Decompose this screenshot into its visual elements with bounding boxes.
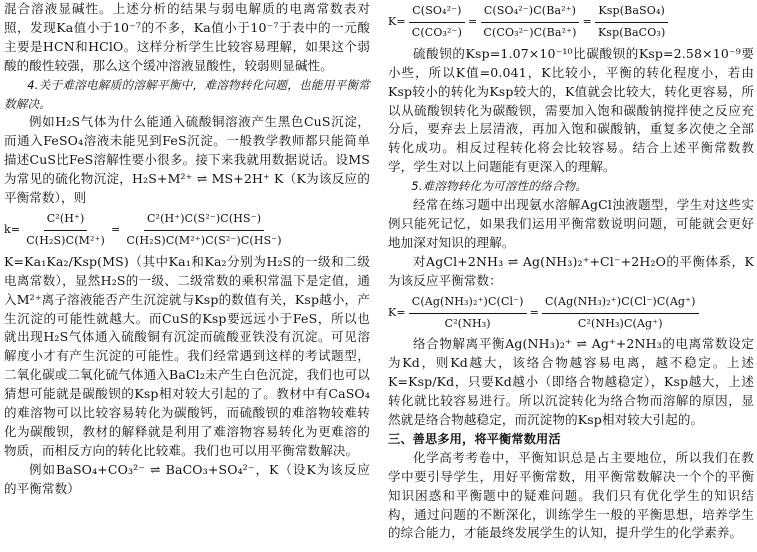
- fraction: [480, 2, 579, 43]
- right-column: [388, 0, 754, 543]
- numerator: C(Ag(NH₃)₂⁺)C(Cl⁻): [409, 293, 527, 314]
- paragraph: 例如H₂S气体为什么能通入硫酸铜溶液产生黑色CuS沉淀，而通入FeSO₄溶液未能见到FeS沉淀。一般教学教师都只能简单描述CuS比FeS溶解性要小很多。接下来我就用数据说话。设MS为常见的硫化物沉淀，H₂S+M²⁺ ⇌ MS+2H⁺ K（K为该反应的平衡常数），则: [4, 114, 370, 206]
- paragraph: K=Ka₁Ka₂/Ksp(MS)（其中Ka₁和Ka₂分别为H₂S的一级和二级电离常数），显然H₂S的一级、二级常数的乘积常温下是定值，通入M²⁺离子溶液能否产生沉淀就与Ksp的数值有关，Ksp越小，产生沉淀的可能性就越大。而CuS的Ksp要远远小于FeS，所以也就出现H₂S气体通入硫酸铜有沉淀而硫酸亚铁没有沉淀。可见溶解度小才有产生沉淀的可能性。我们经常遇到这样的考试题型，二氧化碳或二氧化硫气体通入BaCl₂未产生白色沉淀，我们也可以猜想可能就是碳酸钡的Ksp相对较大引起的了。教材中有CaSO₄的难溶物可以比较容易转化为碳酸钙，而硫酸钡的难溶物较难转化为碳酸钡，教材的解释就是利用了难溶物容易转化为更难溶的物质，而相反方向的转化比较难。我们也可以用平衡常数解决。: [4, 253, 370, 458]
- paragraph: 例如BaSO₄+CO₃²⁻ ⇌ BaCO₃+SO₄²⁻，K（设K为该反应的平衡常数）: [4, 461, 370, 496]
- paragraph: 络合物解离平衡Ag(NH₃)₂⁺ ⇌ Ag⁺+2NH₃的电离常数设定为Kd，则Kd越大，该络合物越容易电离，越不稳定。上述K=Ksp/Kd，只要Kd越小（即络合物越稳定），Ksp越大，上述转化就比较容易进行。所以沉淀转化为络合物而溶解的原因，显然就是络合物越稳定，而沉淀物的Ksp相对较大引起的。: [388, 336, 754, 428]
- left-column: [4, 0, 370, 499]
- numerator: C(Ag(NH₃)₂⁺)C(Cl⁻)C(Ag⁺): [542, 293, 699, 314]
- fraction: [409, 293, 527, 334]
- equation-lhs: K=: [388, 14, 406, 28]
- equation-lhs: k=: [4, 222, 21, 236]
- paragraph: 化学高考考卷中，平衡知识总是占主要地位，所以我们在教学中要引导学生，用好平衡常数，用平衡常数解决一个个的平衡知识困惑和平衡题中的疑难问题。我们只有优化学生的知识结构，通过问题的不断深化，训练学生一般的平衡思想，培养学生的综合能力，才能最终发展学生的认知，提升学生的化学素养。: [388, 449, 754, 541]
- section-heading-4: 4.关于难溶电解质的溶解平衡中，难溶物转化问题，也能用平衡常数解决。: [4, 77, 370, 111]
- numerator: C²(H⁺)C(S²⁻)C(HS⁻): [144, 210, 264, 231]
- equation-lhs: K=: [388, 305, 406, 319]
- numerator: C²(H⁺): [44, 210, 88, 231]
- denominator: C(CO₃²⁻): [411, 25, 463, 39]
- denominator: Ksp(BaCO₃): [597, 25, 666, 39]
- equation-k-barium: K= $\frac{\text{C(SO₄²⁻)}}{\text{C(CO₃²⁻)}}$ = $\frac{\text{C(SO₄²⁻)C(Ba²⁺)}}{\text{C(CO₃²⁻)C(Ba²⁺)}}$ = $\frac{\text{Ksp(BaSO₄)}}{\text{Ksp(BaCO₃)}}$: [388, 2, 754, 43]
- fraction: [595, 2, 668, 43]
- fraction: [23, 210, 108, 251]
- numerator: C(SO₄²⁻)C(Ba²⁺): [481, 2, 579, 23]
- denominator: C(CO₃²⁻)C(Ba²⁺): [483, 25, 577, 39]
- numerator: Ksp(BaSO₄): [595, 2, 668, 23]
- denominator: C(H₂S)C(M²⁺)C(S²⁻)C(HS⁻): [126, 233, 282, 247]
- denominator: C(H₂S)C(M²⁺): [26, 233, 106, 247]
- paragraph: 硫酸钡的Ksp=1.07×10⁻¹⁰比碳酸钡的Ksp=2.58×10⁻⁹要小些，所以K值=0.041，K比较小，平衡的转化程度小，若由Ksp较小的转化为Ksp较大的，K值就会比较大，转化更容易，所以从硫酸钡转化为碳酸钡，需要加入饱和碳酸钠搅拌使之反应充分后，要弃去上层清液，再加入饱和碳酸钠，重复多次使之全部转化成功。相反过程转化将会比较容易。结合上述平衡常数教学，学生对以上问题能有更深入的理解。: [388, 45, 754, 175]
- paragraph: 经常在练习题中出现氨水溶解AgCl浊液题型，学生对这些实例只能死记忆，如果我们运用平衡常数说明问题，可能就会更好地加深对知识的理解。: [388, 197, 754, 250]
- paragraph: 对AgCl+2NH₃ ⇌ Ag(NH₃)₂⁺+Cl⁻+2H₂O的平衡体系，K为该反应平衡常数：: [388, 253, 754, 288]
- equation-k-silver: K= $\frac{\text{C(Ag(NH₃)₂⁺)C(Cl⁻)}}{\text{C²(NH₃)}}$ = $\frac{\text{C(Ag(NH₃)₂⁺)C(Cl⁻)C(Ag⁺)}}{\text{C²(NH₃)C(Ag⁺)}}$: [388, 293, 754, 334]
- denominator: C²(NH₃)C(Ag⁺): [577, 316, 663, 330]
- numerator: C(SO₄²⁻): [409, 2, 464, 23]
- denominator: C²(NH₃): [444, 316, 491, 330]
- section-heading-3: 三、善思多用，将平衡常数用活: [388, 431, 561, 446]
- fraction: [123, 210, 284, 251]
- equation-k: k= $\frac{\text{C²(H⁺)}}{\text{C(H₂S)C(M²⁺)}}$ = $\frac{\text{C²(H⁺)C(S²⁻)C(HS⁻)}}{\text{C(H₂S)C(M²⁺)C(S²⁻)C(HS⁻)}}$: [4, 210, 370, 251]
- fraction: [542, 293, 699, 334]
- fraction: [409, 2, 465, 43]
- paragraph: 混合溶液显碱性。上述分析的结果与弱电解质的电离常数表对照，发现Ka值小于10⁻⁷的不多，Ka值小于10⁻⁷于表中的一元酸主要是HCN和HClO。这样分析学生比较容易理解，如果这个弱酸的酸性较强，那么这个缓冲溶液显酸性，较弱则显碱性。: [4, 1, 370, 73]
- section-heading-5: 5.难溶物转化为可溶性的络合物。: [411, 179, 587, 194]
